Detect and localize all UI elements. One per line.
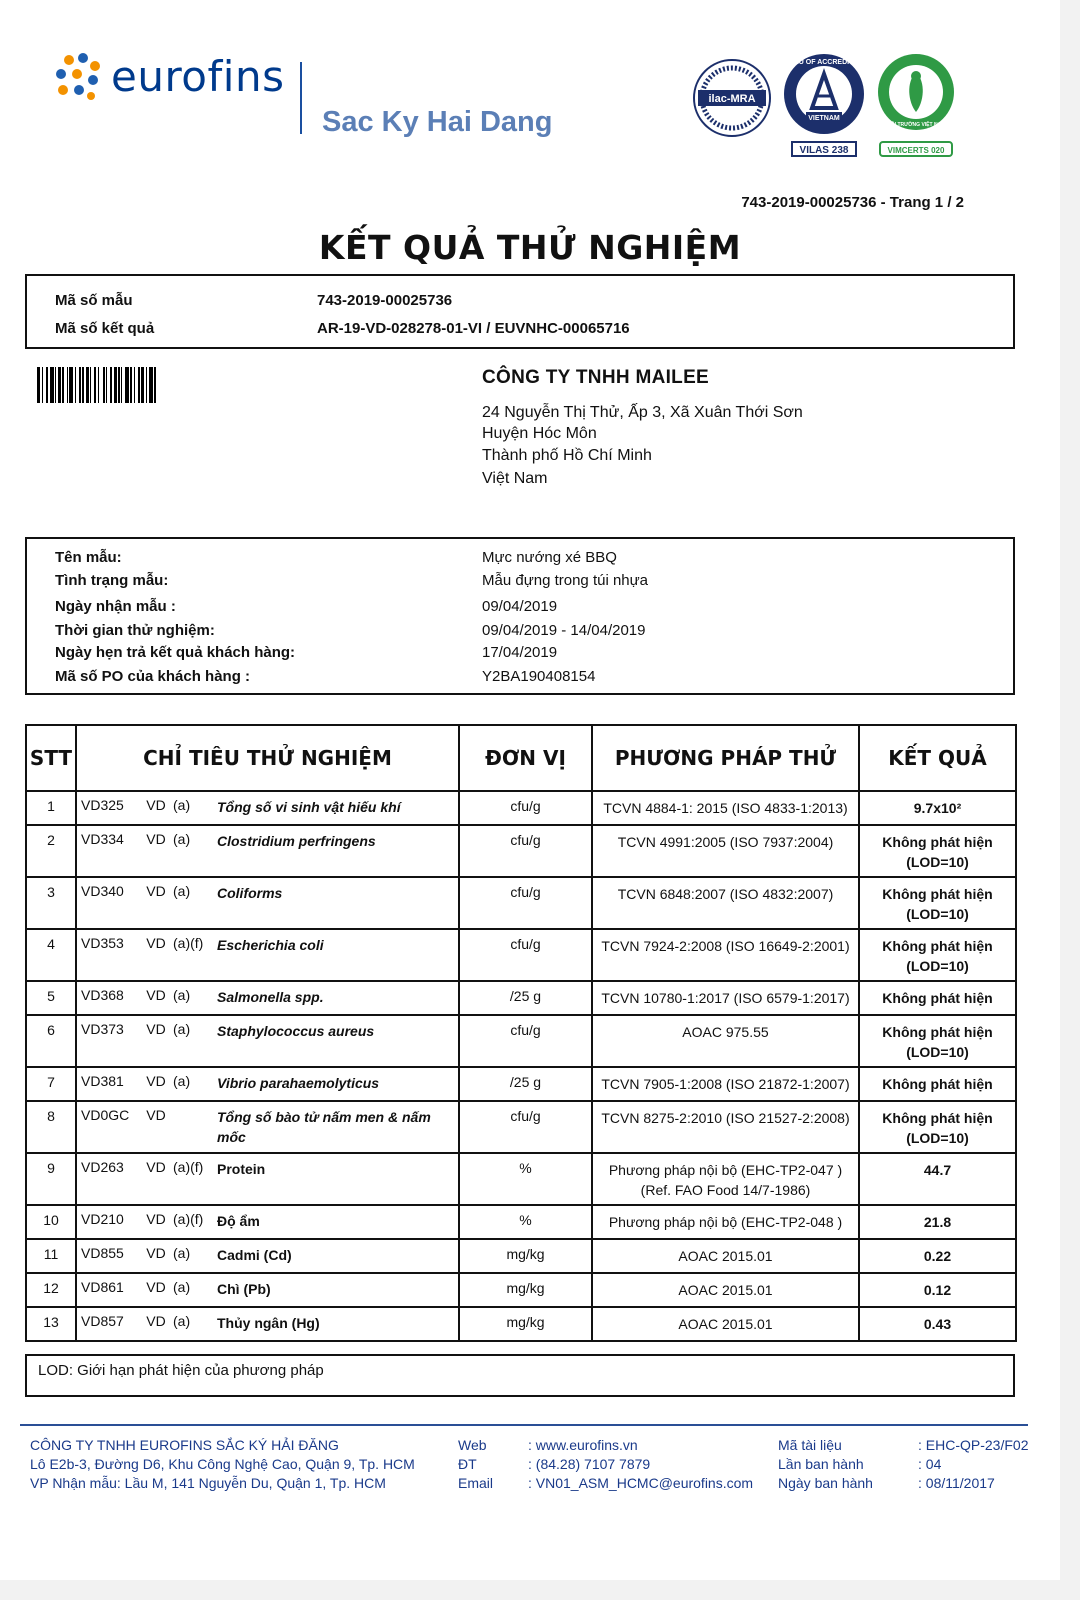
- row-flag: (a): [173, 831, 191, 847]
- row-vd: VD: [146, 831, 166, 847]
- row-code: VD368: [81, 987, 124, 1003]
- row-result-value: 9.7x10²: [913, 800, 962, 816]
- test-period-value: 09/04/2019 - 14/04/2019: [482, 622, 646, 639]
- row-criteria: [76, 1205, 459, 1239]
- row-unit: cfu/g: [459, 929, 592, 981]
- sample-code-box: [25, 274, 1015, 349]
- row-vd: VD: [146, 935, 166, 951]
- sample-name-label: Tên mẫu:: [55, 549, 122, 566]
- row-name: Vibrio parahaemolyticus: [217, 1075, 380, 1091]
- col-header-unit: ĐƠN VỊ: [459, 725, 592, 791]
- row-name: Thủy ngân (Hg): [217, 1315, 320, 1331]
- received-date-value: 09/04/2019: [482, 598, 558, 615]
- row-stt: 11: [26, 1239, 76, 1273]
- row-name: Độ ẩm: [217, 1213, 260, 1229]
- row-method: [592, 877, 859, 929]
- row-result-value: 0.43: [923, 1316, 952, 1332]
- row-unit: %: [459, 1153, 592, 1205]
- row-stt: 10: [26, 1205, 76, 1239]
- report-reference: 743-2019-00025736 - Trang 1 / 2: [741, 194, 964, 211]
- row-name: Salmonella spp.: [217, 989, 324, 1005]
- boa-vietnam-text: VIETNAM: [808, 115, 840, 122]
- row-code: VD340: [81, 883, 124, 899]
- row-result-value: 21.8: [923, 1214, 952, 1230]
- row-name: Tổng số bào tử nấm men & nấm mốc: [217, 1109, 431, 1145]
- footer-web-label: Web: [458, 1437, 487, 1453]
- row-name: Escherichia coli: [217, 937, 324, 953]
- row-unit: cfu/g: [459, 877, 592, 929]
- row-flag: (a)(f): [173, 1159, 204, 1175]
- row-result-lod: (LOD=10): [906, 1044, 969, 1060]
- footer-email-label: Email: [458, 1475, 494, 1491]
- row-code: VD210: [81, 1211, 124, 1227]
- row-method: [592, 1067, 859, 1101]
- row-stt: 3: [26, 877, 76, 929]
- row-criteria: [76, 1015, 459, 1067]
- table-row: [26, 791, 1016, 825]
- footer-date: : 08/11/2017: [918, 1475, 995, 1491]
- footer-divider: [20, 1424, 1028, 1426]
- row-unit: /25 g: [459, 1067, 592, 1101]
- row-unit: mg/kg: [459, 1273, 592, 1307]
- brand-name: eurofins: [111, 52, 285, 101]
- row-code: VD861: [81, 1279, 124, 1295]
- vilas-badge-label: VILAS 238: [799, 145, 849, 156]
- row-name: Cadmi (Cd): [217, 1247, 292, 1263]
- table-row: [26, 1153, 1016, 1205]
- row-criteria: [76, 877, 459, 929]
- row-method: [592, 929, 859, 981]
- row-flag: (a): [173, 1073, 191, 1089]
- row-stt: 5: [26, 981, 76, 1015]
- row-result-value: Không phát hiện: [882, 1024, 993, 1040]
- row-name: Tổng số vi sinh vật hiếu khí: [217, 799, 401, 815]
- client-address-line: Thành phố Hồ Chí Minh: [482, 447, 652, 464]
- client-address-line: Việt Nam: [482, 470, 548, 487]
- row-criteria: [76, 1101, 459, 1153]
- barcode: [37, 367, 279, 403]
- row-stt: 2: [26, 825, 76, 877]
- results-table: [25, 724, 1017, 1342]
- row-method-line: TCVN 8275-2:2010 (ISO 21527-2:2008): [601, 1110, 850, 1126]
- result-code-value: AR-19-VD-028278-01-VI / EUVNHC-00065716: [317, 320, 630, 337]
- table-row: [26, 1273, 1016, 1307]
- row-stt: 8: [26, 1101, 76, 1153]
- row-method-line: AOAC 2015.01: [678, 1316, 773, 1332]
- row-criteria: [76, 825, 459, 877]
- col-header-result: KẾT QUẢ: [859, 725, 1016, 791]
- row-vd: VD: [146, 1107, 166, 1123]
- test-period-label: Thời gian thử nghiệm:: [55, 622, 215, 639]
- footer-web[interactable]: : www.eurofins.vn: [528, 1437, 638, 1453]
- row-code: VD334: [81, 831, 124, 847]
- row-method: [592, 981, 859, 1015]
- client-name: CÔNG TY TNHH MAILEE: [482, 367, 710, 388]
- row-vd: VD: [146, 1313, 166, 1329]
- due-date-label: Ngày hẹn trả kết quả khách hàng:: [55, 644, 296, 661]
- col-header-stt: STT: [26, 725, 76, 791]
- row-code: VD857: [81, 1313, 124, 1329]
- row-unit: mg/kg: [459, 1307, 592, 1341]
- row-result-value: Không phát hiện: [882, 938, 993, 954]
- table-header-row: [26, 725, 1016, 791]
- vimcerts-badge-icon: [876, 52, 956, 160]
- logo-divider: [300, 62, 302, 134]
- row-unit: mg/kg: [459, 1239, 592, 1273]
- row-method-line: TCVN 6848:2007 (ISO 4832:2007): [617, 886, 834, 902]
- row-unit: %: [459, 1205, 592, 1239]
- row-stt: 7: [26, 1067, 76, 1101]
- row-flag: (a): [173, 883, 191, 899]
- row-criteria: [76, 791, 459, 825]
- row-stt: 9: [26, 1153, 76, 1205]
- row-flag: (a): [173, 987, 191, 1003]
- row-result-value: 44.7: [923, 1162, 952, 1178]
- row-method-line: AOAC 2015.01: [678, 1282, 773, 1298]
- sample-code-value: 743-2019-00025736: [317, 292, 453, 309]
- row-unit: /25 g: [459, 981, 592, 1015]
- row-stt: 12: [26, 1273, 76, 1307]
- row-method: [592, 791, 859, 825]
- row-result: [859, 1153, 1016, 1205]
- col-header-criteria: CHỈ TIÊU THỬ NGHIỆM: [76, 725, 459, 791]
- footer-address: Lô E2b-3, Đường D6, Khu Công Nghệ Cao, Quận 9, Tp. HCM: [30, 1456, 415, 1472]
- row-method: [592, 1239, 859, 1273]
- row-result-lod: (LOD=10): [906, 1130, 969, 1146]
- due-date-value: 17/04/2019: [482, 644, 558, 661]
- table-row: [26, 1015, 1016, 1067]
- results-body: [26, 791, 1016, 1341]
- footer-doc: : EHC-QP-23/F02: [918, 1437, 1029, 1453]
- row-method-line: TCVN 7924-2:2008 (ISO 16649-2:2001): [601, 938, 850, 954]
- row-result: [859, 791, 1016, 825]
- eurofins-dots-icon: [55, 52, 103, 102]
- row-unit: cfu/g: [459, 825, 592, 877]
- row-method: [592, 825, 859, 877]
- row-result: [859, 1015, 1016, 1067]
- row-code: VD353: [81, 935, 124, 951]
- row-unit: cfu/g: [459, 1015, 592, 1067]
- sample-code-label: Mã số mẫu: [55, 292, 133, 309]
- row-result-lod: (LOD=10): [906, 906, 969, 922]
- row-code: VD381: [81, 1073, 124, 1089]
- row-result: [859, 825, 1016, 877]
- client-address-line: 24 Nguyễn Thị Thử, Ấp 3, Xã Xuân Thới Sơn: [482, 404, 803, 421]
- row-unit: cfu/g: [459, 1101, 592, 1153]
- row-method-line: TCVN 10780-1:2017 (ISO 6579-1:2017): [601, 990, 850, 1006]
- sample-state-label: Tình trạng mẫu:: [55, 572, 169, 589]
- row-result-value: Không phát hiện: [882, 1076, 993, 1092]
- row-criteria: [76, 1239, 459, 1273]
- row-method-line: Phương pháp nội bộ (EHC-TP2-048 ): [608, 1214, 843, 1230]
- lod-note: LOD: Giới hạn phát hiện của phương pháp: [38, 1362, 324, 1379]
- row-method-line: AOAC 975.55: [682, 1024, 769, 1040]
- row-stt: 4: [26, 929, 76, 981]
- footer-issue: : 04: [918, 1456, 942, 1472]
- row-vd: VD: [146, 1245, 166, 1261]
- footer-company: CÔNG TY TNHH EUROFINS SẮC KÝ HẢI ĐĂNG: [30, 1437, 339, 1453]
- table-row: [26, 877, 1016, 929]
- row-method-line: Phương pháp nội bộ (EHC-TP2-047 ): [608, 1162, 843, 1178]
- footer-office: VP Nhận mẫu: Lầu M, 141 Nguyễn Du, Quận 1, Tp. HCM: [30, 1475, 386, 1491]
- po-value: Y2BA190408154: [482, 668, 596, 685]
- result-code-label: Mã số kết quả: [55, 320, 155, 337]
- row-result-value: 0.22: [923, 1248, 952, 1264]
- row-result: [859, 1239, 1016, 1273]
- barcode-bar: [156, 367, 159, 403]
- row-vd: VD: [146, 987, 166, 1003]
- row-result-lod: (LOD=10): [906, 958, 969, 974]
- table-row: [26, 981, 1016, 1015]
- row-vd: VD: [146, 797, 166, 813]
- row-method-line: TCVN 7905-1:2008 (ISO 21872-1:2007): [601, 1076, 850, 1092]
- row-criteria: [76, 929, 459, 981]
- table-row: [26, 1239, 1016, 1273]
- row-code: VD0GC: [81, 1107, 130, 1123]
- row-criteria: [76, 981, 459, 1015]
- row-vd: VD: [146, 1021, 166, 1037]
- sample-state-value: Mẫu đựng trong túi nhựa: [482, 572, 649, 589]
- row-flag: (a): [173, 797, 191, 813]
- row-flag: (a): [173, 1313, 191, 1329]
- row-flag: (a)(f): [173, 1211, 204, 1227]
- row-name: Chì (Pb): [217, 1281, 271, 1297]
- row-result: [859, 1101, 1016, 1153]
- table-row: [26, 929, 1016, 981]
- boa-vietnam-badge-icon: [773, 52, 875, 160]
- row-flag: (a)(f): [173, 935, 204, 951]
- page-title: KẾT QUẢ THỬ NGHIỆM: [318, 228, 742, 267]
- footer-date-label: Ngày ban hành: [778, 1475, 873, 1491]
- row-result-value: 0.12: [923, 1282, 952, 1298]
- row-code: VD263: [81, 1159, 124, 1175]
- client-address-line: Huyện Hóc Môn: [482, 425, 597, 442]
- vimcerts-badge-label: VIMCERTS 020: [887, 146, 945, 155]
- row-flag: [171, 1107, 217, 1147]
- row-method: [592, 1015, 859, 1067]
- table-row: [26, 1101, 1016, 1153]
- footer-doc-label: Mã tài liệu: [778, 1437, 842, 1453]
- ilac-mra-text: ilac-MRA: [708, 93, 756, 105]
- table-row: [26, 1205, 1016, 1239]
- row-criteria: [76, 1067, 459, 1101]
- row-result: [859, 1273, 1016, 1307]
- row-vd: VD: [146, 1073, 166, 1089]
- row-result: [859, 1067, 1016, 1101]
- sub-brand: Sac Ky Hai Dang: [322, 106, 553, 138]
- table-row: [26, 825, 1016, 877]
- row-name: Staphylococcus aureus: [217, 1023, 375, 1039]
- row-code: VD325: [81, 797, 124, 813]
- row-result: [859, 981, 1016, 1015]
- row-stt: 6: [26, 1015, 76, 1067]
- row-code: VD373: [81, 1021, 124, 1037]
- row-result: [859, 877, 1016, 929]
- row-vd: VD: [146, 1211, 166, 1227]
- row-criteria: [76, 1153, 459, 1205]
- row-result-value: Không phát hiện: [882, 990, 993, 1006]
- row-stt: 1: [26, 791, 76, 825]
- row-method-line: AOAC 2015.01: [678, 1248, 773, 1264]
- row-flag: (a): [173, 1021, 191, 1037]
- row-result-lod: (LOD=10): [906, 854, 969, 870]
- row-stt: 13: [26, 1307, 76, 1341]
- ilac-mra-badge-icon: [692, 56, 772, 142]
- row-name: Clostridium perfringens: [217, 833, 376, 849]
- row-method: [592, 1153, 859, 1205]
- row-name: Coliforms: [217, 885, 283, 901]
- row-method-line: TCVN 4991:2005 (ISO 7937:2004): [617, 834, 834, 850]
- row-vd: VD: [146, 1279, 166, 1295]
- row-result-value: Không phát hiện: [882, 886, 993, 902]
- row-method-line: TCVN 4884-1: 2015 (ISO 4833-1:2013): [603, 800, 848, 816]
- row-vd: VD: [146, 883, 166, 899]
- row-flag: (a): [173, 1245, 191, 1261]
- row-result: [859, 1307, 1016, 1341]
- row-method: [592, 1101, 859, 1153]
- row-result: [859, 929, 1016, 981]
- row-method: [592, 1273, 859, 1307]
- footer-issue-label: Lần ban hành: [778, 1456, 864, 1472]
- row-method: [592, 1307, 859, 1341]
- row-result: [859, 1205, 1016, 1239]
- row-code: VD855: [81, 1245, 124, 1261]
- vimcerts-ring-text: MÔI TRƯỜNG VIỆT NAM: [886, 122, 946, 128]
- table-row: [26, 1067, 1016, 1101]
- row-method-ref: (Ref. FAO Food 14/7-1986): [640, 1182, 811, 1198]
- row-criteria: [76, 1273, 459, 1307]
- row-result-value: Không phát hiện: [882, 834, 993, 850]
- sample-name-value: Mực nướng xé BBQ: [482, 549, 617, 566]
- row-criteria: [76, 1307, 459, 1341]
- footer-phone-label: ĐT: [458, 1456, 477, 1472]
- footer-email[interactable]: : VN01_ASM_HCMC@eurofins.com: [528, 1475, 754, 1491]
- boa-ring-text: BUREAU OF ACCREDITATION: [773, 59, 875, 66]
- table-row: [26, 1307, 1016, 1341]
- col-header-method: PHƯƠNG PHÁP THỬ: [592, 725, 859, 791]
- row-unit: cfu/g: [459, 791, 592, 825]
- received-date-label: Ngày nhận mẫu :: [55, 598, 176, 615]
- footer-phone: : (84.28) 7107 7879: [528, 1456, 651, 1472]
- po-label: Mã số PO của khách hàng :: [55, 668, 251, 685]
- row-result-value: Không phát hiện: [882, 1110, 993, 1126]
- row-method: [592, 1205, 859, 1239]
- row-vd: VD: [146, 1159, 166, 1175]
- row-name: Protein: [217, 1161, 266, 1177]
- row-flag: (a): [173, 1279, 191, 1295]
